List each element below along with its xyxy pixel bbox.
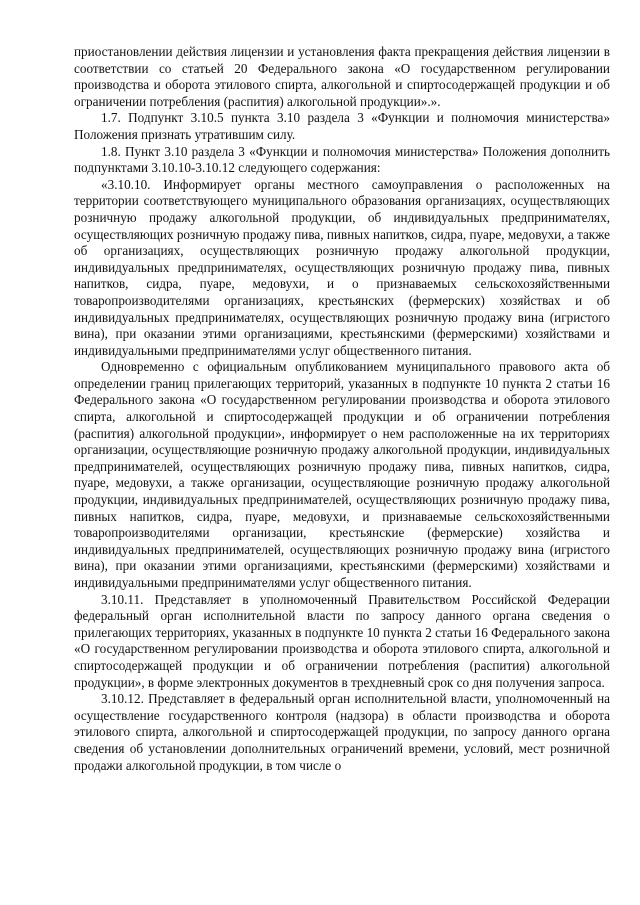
paragraph-1-8: 1.8. Пункт 3.10 раздела 3 «Функции и полномочия министерства» Положения дополнить подпунктами 3.10.10-3.10.12 следующего содержания: — [74, 143, 610, 176]
paragraph-simultaneously: Одновременно с официальным опубликованием муниципального правового акта об определении границ прилегающих территорий, указанных в подпункте 10 пункта 2 статьи 16 Федерального закона «О государственном регулировании производства и оборота этилового спирта, алкогольной и спиртосодержащей продукции и об ограничении потребления (распития) алкогольной продукции», информирует о нем расположенные на их территориях организации, осуществляющие розничную продажу алкогольной продукции, индивидуальных предпринимателей, осуществляющих розничную продажу пива, пивных напитков, сидра, пуаре, медовухи, а также организации, осуществляющие розничную продажу алкогольной продукции, индивидуальных предпринимателей, осуществляющих розничную продажу пива, пивных напитков, сидра, пуаре, медовухи, и признаваемые сельскохозяйственными товаропроизводителями организации, крестьянские (фермерские) хозяйства и индивидуальных предпринимателей, осуществляющих розничную продажу вина (игристого вина), при оказании этими организациями, крестьянскими (фермерскими) хозяйствами и индивидуальными предпринимателями услуг общественного питания. — [74, 359, 610, 590]
paragraph-3-10-10: «3.10.10. Информирует органы местного самоуправления о расположенных на территории соответствующего муниципального образования организациях, осуществляющих розничную продажу алкогольной продукции, об индивидуальных предпринимателях, осуществляющих розничную продажу пива, пивных напитков, сидра, пуаре, медовухи, а также об организациях, осуществляющих розничную продажу алкогольной продукции, индивидуальных предпринимателях, осуществляющих розничную продажу пива, пивных напитков, сидра, пуаре, медовухи, и о признаваемых сельскохозяйственными товаропроизводителями организациях, крестьянских (фермерских) хозяйствах и об индивидуальных предпринимателях, осуществляющих розничную продажу вина (игристого вина), при оказании этими организациями, крестьянскими (фермерскими) хозяйствами и индивидуальными предпринимателями услуг общественного питания. — [74, 176, 610, 358]
paragraph-continuation: приостановлении действия лицензии и установления факта прекращения действия лицензии в соответствии со статьей 20 Федерального закона «О государственном регулировании производства и оборота этилового спирта, алкогольной и спиртосодержащей продукции и об ограничении потребления (распития) алкогольной продукции».». — [74, 44, 610, 109]
paragraph-3-10-12: 3.10.12. Представляет в федеральный орган исполнительной власти, уполномоченный на осуществление государственного контроля (надзора) в области производства и оборота этилового спирта, алкогольной и спиртосодержащей продукции, по запросу данного органа сведения об установлении дополнительных ограничений времени, условий, мест розничной продажи алкогольной продукции, в том числе о — [74, 691, 610, 773]
paragraph-3-10-11: 3.10.11. Представляет в уполномоченный Правительством Российской Федерации федеральный орган исполнительной власти по запросу данного органа сведения о прилегающих территориях, указанных в подпункте 10 пункта 2 статьи 16 Федерального закона «О государственном регулировании производства и оборота этилового спирта, алкогольной и спиртосодержащей продукции и об ограничении потребления (распития) алкогольной продукции», в форме электронных документов в трехдневный срок со дня получения запроса. — [74, 591, 610, 690]
paragraph-1-7: 1.7. Подпункт 3.10.5 пункта 3.10 раздела 3 «Функции и полномочия министерства» Положения признать утратившим силу. — [74, 110, 610, 142]
